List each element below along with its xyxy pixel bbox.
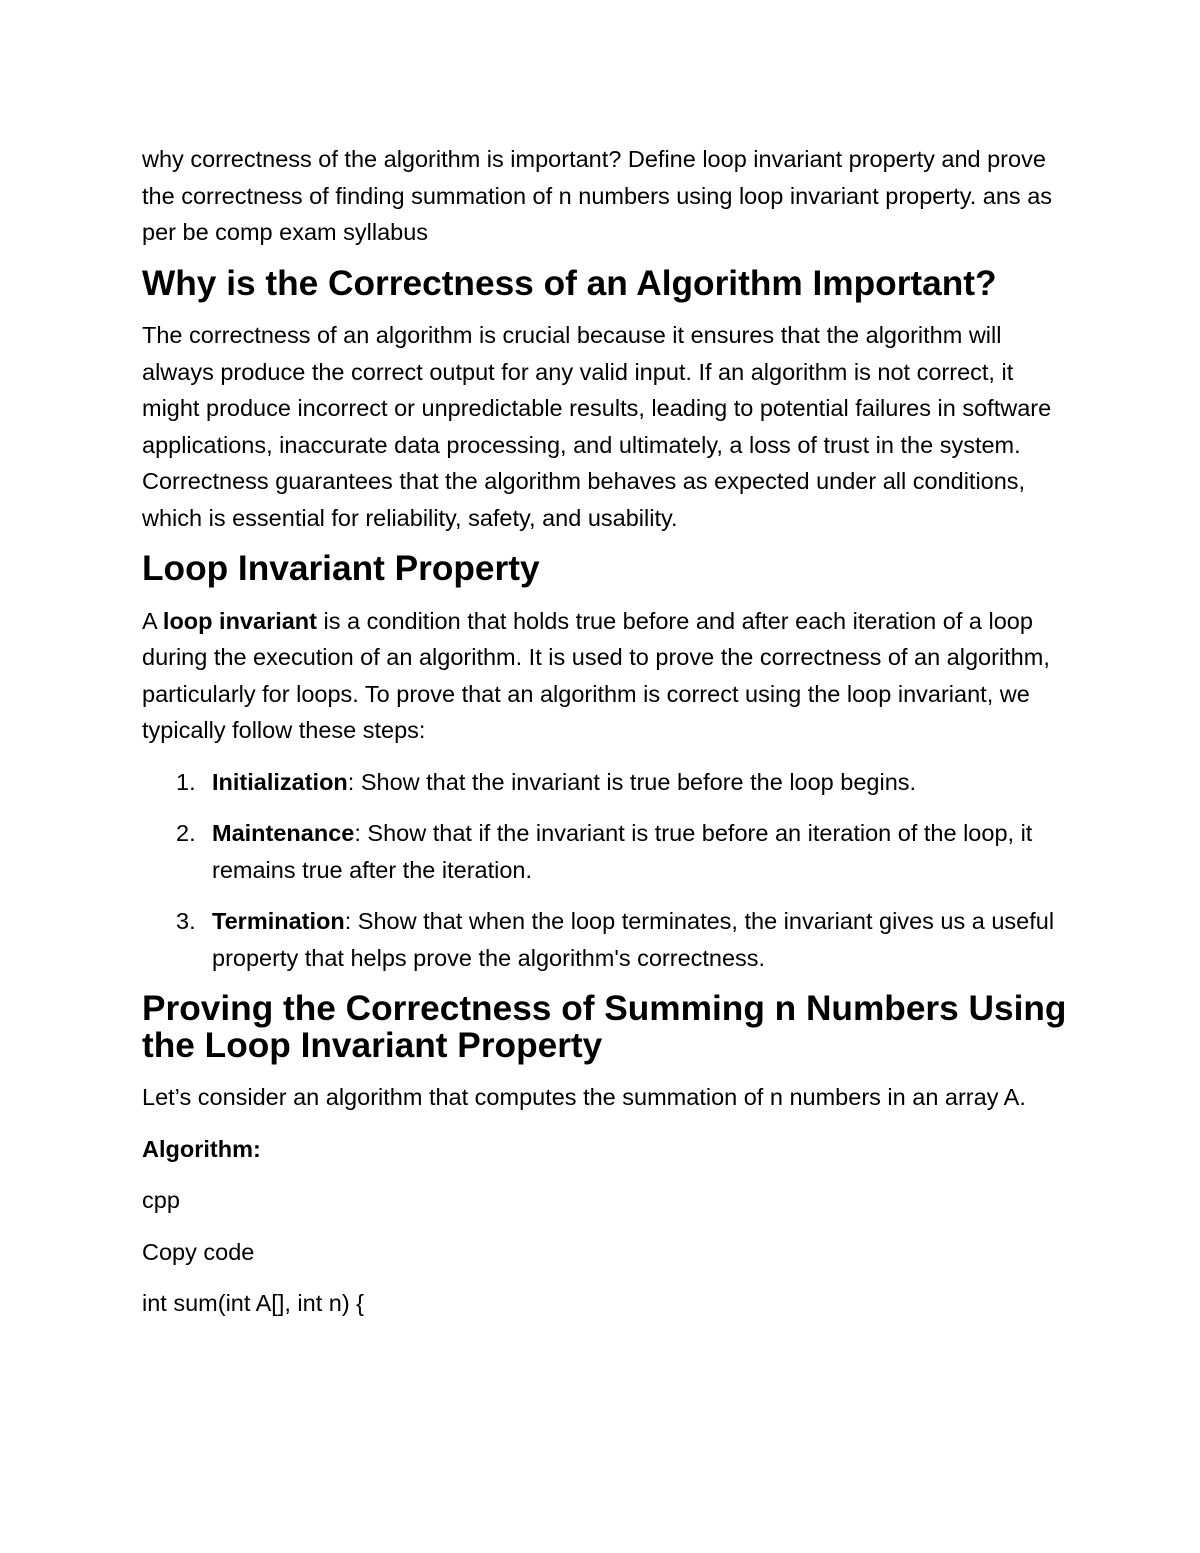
question-text: why correctness of the algorithm is important? Define loop invariant property and prove the correctness of finding summation of n numbers using loop invariant property. ans as per be comp exam syllabus: [142, 146, 1053, 245]
intro-rest: is a condition that holds true before and after each iteration of a loop during the execution of an algorithm. It is used to prove the correctness of an algorithm, particularly for loops. To prove that an algorithm is correct using the loop invariant, we typically follow these steps:: [142, 607, 1050, 743]
copy-code-label: Copy code: [142, 1238, 255, 1265]
step-number: 1.: [176, 768, 196, 795]
heading-proving-correctness: Proving the Correctness of Summing n Numbers Using the Loop Invariant Property: [142, 989, 1067, 1065]
loop-invariant-term: loop invariant: [162, 607, 317, 634]
step-text: : Show that the invariant is true before the loop begins.: [347, 768, 917, 795]
step-number: 3.: [176, 908, 196, 934]
correctness-paragraph: The correctness of an algorithm is crucial because it ensures that the algorithm will always produce the correct output for any valid input. If an algorithm is not correct, it might produce incorrect or unpredictable results, leading to potential failures in software applications, inaccurate data processing, and ultimately, a loss of trust in the system. Correctness guarantees that the algorithm behaves as expected under all conditions, which is essential for reliability, safety, and usability.: [142, 322, 1052, 531]
heading-loop-invariant: Loop Invariant Property: [142, 549, 540, 588]
step-term: Termination: [212, 908, 345, 934]
step-number: 2.: [176, 820, 196, 846]
algorithm-label: Algorithm:: [142, 1135, 261, 1162]
list-item: [176, 764, 1070, 801]
summation-paragraph: Let’s consider an algorithm that computes the summation of n numbers in an array A.: [142, 1084, 1026, 1110]
steps-list: [176, 764, 1070, 977]
list-item: [176, 903, 1070, 976]
loop-invariant-paragraph: [142, 603, 1070, 749]
step-term: Maintenance: [212, 820, 355, 846]
code-language-label: cpp: [142, 1187, 180, 1213]
step-text: : Show that if the invariant is true before an iteration of the loop, it remains true after the iteration.: [212, 820, 1033, 883]
heading-correctness-importance: Why is the Correctness of an Algorithm Important?: [142, 263, 997, 303]
step-text: : Show that when the loop terminates, the invariant gives us a useful property that helps prove the algorithm's correctness.: [212, 908, 1055, 971]
code-first-line: int sum(int A[], int n) {: [142, 1290, 365, 1316]
intro-prefix: A: [142, 607, 163, 634]
list-item: [176, 815, 1070, 888]
step-term: Initialization: [212, 768, 348, 795]
